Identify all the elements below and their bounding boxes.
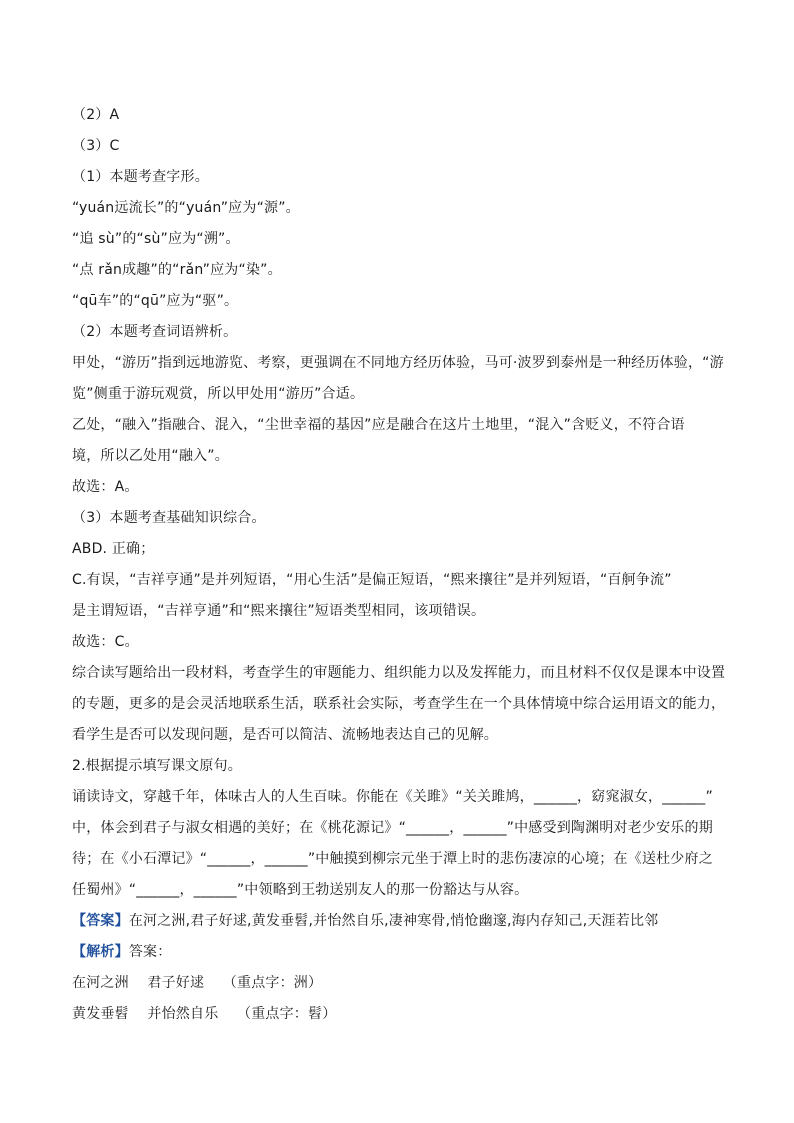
answer-line: [72, 906, 727, 937]
text-line: “点 rǎn成趣”的“rǎn”应为“染”。: [72, 262, 282, 278]
text-line: 诵读诗文，穿越千年，体味古人的人生百味。你能在《关雎》“关关雎鸠，______，窈窕淑女，______”: [72, 789, 713, 805]
analysis-line: [72, 937, 727, 968]
text-line: （3）C: [72, 138, 120, 154]
text-line: （2）A: [72, 107, 120, 123]
text-line: 乙处，“融入”指融合、混入，“尘世幸福的基因”应是融合在这片土地里，“混入”含贬义，不符合语: [72, 417, 685, 433]
text-line: “qū车”的“qū”应为“驱”。: [72, 293, 239, 309]
text-line: 故选：C。: [72, 634, 139, 650]
text-line: 中，体会到君子与淑女相遇的美好；在《桃花源记》“______，______”中感受到陶渊明对老少安乐的期: [72, 820, 713, 836]
question-heading: 2.根据提示填写课文原句。: [72, 758, 242, 774]
text-line: （3）本题考查基础知识综合。: [72, 510, 266, 526]
analysis-item: 在河之洲 君子好逑 （重点字：洲）: [72, 975, 323, 991]
text-line: 综合读写题给出一段材料，考查学生的审题能力、组织能力以及发挥能力，而且材料不仅仅是课本中设置: [72, 665, 726, 681]
answer-text: 在河之洲,君子好逑,黄发垂髫,并怡然自乐,凄神寒骨,悄怆幽邃,海内存知己,天涯若比邻: [128, 913, 659, 929]
text-line: “yuán远流长”的“yuán”应为“源”。: [72, 200, 300, 216]
text-line: 甲处，“游历”指到远地游览、考察，更强调在不同地方经历体验，马可·波罗到泰州是一种经历体验，“游: [72, 355, 724, 371]
text-line: 待；在《小石潭记》“______，______”中触摸到柳宗元坐于潭上时的悲伤凄凉的心境；在《送杜少府之: [72, 851, 713, 867]
text-line: 览”侧重于游玩观赏，所以甲处用“游历”合适。: [72, 386, 365, 402]
text-line: 境，所以乙处用“融入”。: [72, 448, 229, 464]
analysis-label: 【解析】: [72, 944, 129, 960]
text-line: ABD. 正确；: [72, 541, 155, 557]
analysis-item: 黄发垂髫 并怡然自乐 （重点字：髫）: [72, 1006, 337, 1022]
text-line: 的专题，更多的是会灵活地联系生活，联系社会实际，考查学生在一个具体情境中综合运用语文的能力，: [72, 696, 726, 712]
text-line: “追 sù”的“sù”应为“溯”。: [72, 231, 240, 247]
text-line: 是主谓短语，“吉祥亨通”和“熙来攘往”短语类型相同，该项错误。: [72, 603, 486, 619]
document-body: [72, 100, 727, 1030]
answer-label: 【答案】: [72, 913, 129, 929]
text-line: 看学生是否可以发现问题，是否可以简洁、流畅地表达自己的见解。: [72, 727, 498, 743]
text-line: 任蜀州》“______，______”中领略到王勃送别友人的那一份豁达与从容。: [72, 882, 529, 898]
text-line: （1）本题考查字形。: [72, 169, 209, 185]
text-line: 故选：A。: [72, 479, 139, 495]
text-line: （2）本题考查词语辨析。: [72, 324, 238, 340]
analysis-text: 答案：: [128, 944, 172, 960]
text-line: C.有误，“吉祥亨通”是并列短语，“用心生活”是偏正短语，“熙来攘往”是并列短语，“百舸争流”: [72, 572, 672, 588]
